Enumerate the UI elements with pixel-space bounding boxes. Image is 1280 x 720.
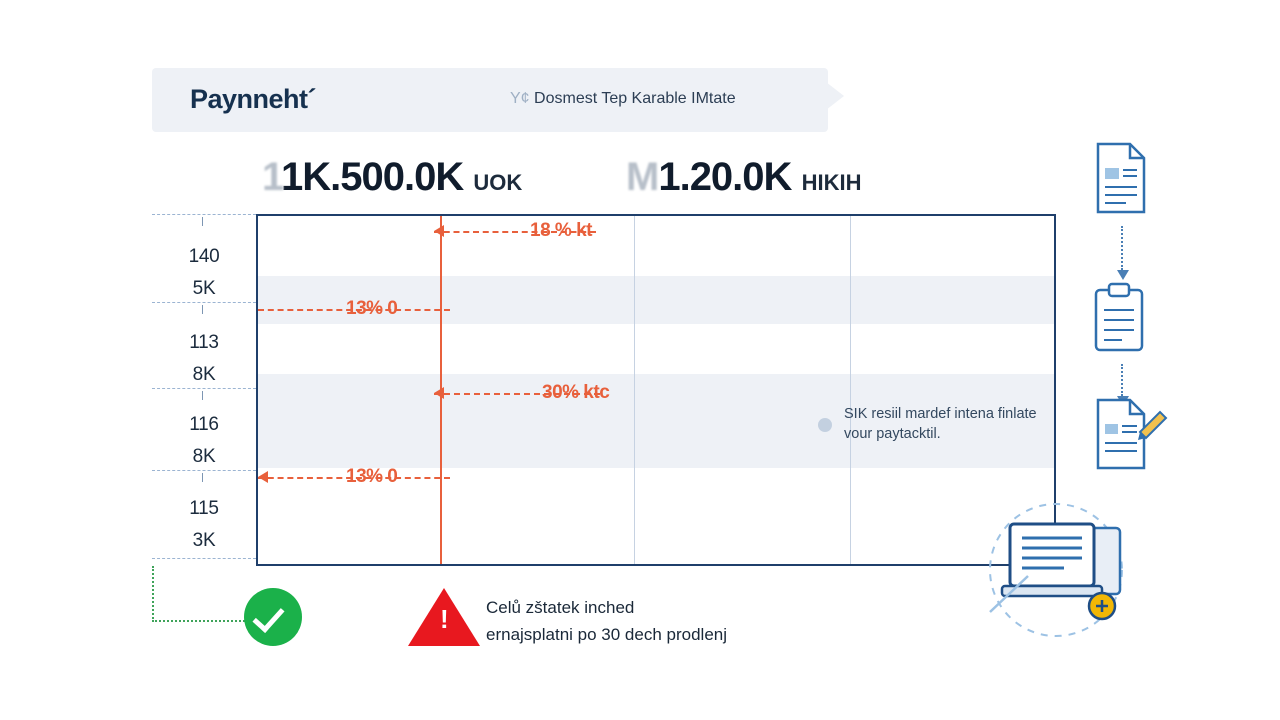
warning-exclamation: !	[440, 604, 449, 634]
axis-label-4: 116	[189, 414, 219, 435]
figure-primary-blur: 1	[262, 155, 282, 199]
axis-tick-mark	[202, 391, 203, 400]
annotation-arrow-head	[258, 471, 268, 483]
axis-label-2: 113	[189, 332, 219, 353]
header-subtitle	[510, 90, 736, 108]
header-subtitle-text: Dosmest Tep Karable IMtate	[534, 90, 736, 107]
warning-triangle-icon	[408, 588, 480, 646]
figures-row	[262, 155, 1022, 211]
chart-gridline-2	[850, 216, 851, 564]
flow-arrow-1	[1121, 226, 1125, 270]
status-line-1: Celů zštatek inched	[486, 598, 635, 617]
header-banner	[152, 68, 828, 132]
axis-label-6: 115	[189, 498, 219, 519]
axis-label-1: 5K	[192, 278, 216, 299]
figure-secondary	[626, 155, 861, 200]
axis-footer-bracket	[152, 566, 256, 622]
axis-tick-0	[152, 214, 256, 215]
axis-label-3: 8K	[192, 364, 216, 385]
axis-tick-mark	[202, 473, 203, 482]
annotation-label-0: 18 % kt	[530, 220, 592, 241]
axis-label-0: 140	[188, 246, 220, 267]
signed-document-icon	[1092, 398, 1170, 470]
header-subtitle-ghost: Y¢	[510, 90, 530, 107]
annotation-1	[258, 300, 458, 320]
axis-tick-4	[152, 558, 256, 559]
page-title: Paynneht´	[190, 84, 317, 114]
axis-label-7: 3K	[192, 530, 216, 551]
callout-bullet-icon	[818, 418, 832, 432]
document-icon	[1092, 142, 1150, 214]
axis-tick-mark	[202, 305, 203, 314]
status-line-2: ernajsplatni po 30 dech prodlenj	[486, 625, 728, 644]
clipboard-icon	[1090, 282, 1148, 354]
axis-tick-mark	[202, 217, 203, 226]
annotation-label-3: 13% 0	[346, 466, 398, 487]
axis-tick-2	[152, 388, 256, 389]
chart-callout	[810, 400, 1040, 456]
figure-primary-unit: UOK	[473, 170, 523, 195]
annotation-arrow-head	[434, 387, 444, 399]
check-circle-icon	[244, 588, 302, 646]
callout-text: SIK resiil mardef intena finlate vour paytacktil.	[844, 406, 1037, 442]
figure-primary-value: 1K.500.0K	[281, 155, 464, 199]
figure-secondary-unit: HIKIH	[801, 170, 862, 195]
annotation-0	[434, 222, 660, 242]
flow-arrow-2	[1121, 364, 1125, 396]
chart-y-axis	[152, 214, 256, 566]
axis-tick-1	[152, 302, 256, 303]
annotation-label-2: 30% ktc	[542, 382, 610, 403]
annotation-2	[434, 384, 660, 404]
figure-primary	[262, 155, 522, 200]
annotation-label-1: 13% 0	[346, 298, 398, 319]
figure-secondary-blur: M	[626, 155, 659, 199]
axis-tick-3	[152, 470, 256, 471]
annotation-3	[258, 468, 458, 488]
status-message	[486, 594, 906, 648]
figure-secondary-value: 1.20.0K	[658, 155, 792, 199]
computer-device-icon	[980, 494, 1144, 652]
axis-label-5: 8K	[192, 446, 216, 467]
annotation-arrow-head	[434, 225, 444, 237]
